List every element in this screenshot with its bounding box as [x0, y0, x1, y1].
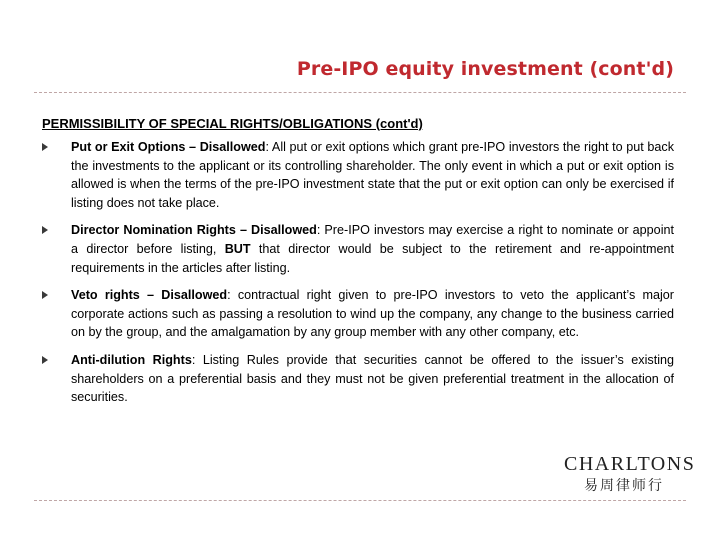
- section-heading: PERMISSIBILITY OF SPECIAL RIGHTS/OBLIGATIONS (cont'd): [42, 116, 423, 131]
- footer-divider: [34, 500, 686, 501]
- bullet-term: Anti-dilution Rights: [71, 352, 192, 367]
- bullet-term: Director Nomination Rights – Disallowed: [71, 223, 317, 238]
- bullet-text: : Listing Rules provide that securities cannot be offered to the issuer’s existing shareholders on a preferential basis and they must not be given preferential treatment in the allocation of securities.: [71, 352, 675, 405]
- slide-title: Pre-IPO equity investment (cont'd): [296, 58, 674, 80]
- bullet-arrow-icon: [42, 226, 48, 234]
- bullet-emphasis: BUT: [224, 241, 251, 256]
- logo-chinese-name: 易周律师行: [584, 478, 664, 494]
- bullet-director-nomination: [42, 221, 674, 277]
- bullet-text: : contractual right given to pre-IPO investors to veto the applicant’s major corporate actions such as passing a resolution to wind up the company, any change to the business carried on by the group, and the amalgamation by any group member with any other company, etc.: [71, 288, 674, 340]
- bullet-veto-rights: [42, 286, 674, 342]
- bullet-term: Put or Exit Options – Disallowed: [71, 140, 266, 154]
- bullet-list: [42, 138, 674, 416]
- bullet-arrow-icon: [42, 291, 48, 299]
- bullet-anti-dilution: [42, 351, 674, 407]
- bullet-text: : All put or exit options which grant pre-IPO investors the right to put back the investments to the applicant or its controlling shareholder. The only event in which a put or exit option is allowed is when the terms of the pre-IPO investment state that the put or exit option can only be exercised if listing does not take place.: [71, 140, 674, 210]
- title-divider: [34, 92, 686, 93]
- bullet-put-exit-options: [42, 138, 674, 212]
- charltons-logo: [564, 453, 696, 495]
- bullet-text-continued: that director would be subject to the retirement and re-appointment requirements in the articles after listing.: [71, 241, 674, 275]
- bullet-text: : Pre-IPO investors may exercise a right to nominate or appoint a director before listing,: [71, 223, 674, 256]
- bullet-term: Veto rights – Disallowed: [71, 288, 228, 303]
- bullet-arrow-icon: [42, 143, 48, 151]
- bullet-arrow-icon: [42, 356, 48, 364]
- logo-name: CHARLTONS: [564, 453, 696, 475]
